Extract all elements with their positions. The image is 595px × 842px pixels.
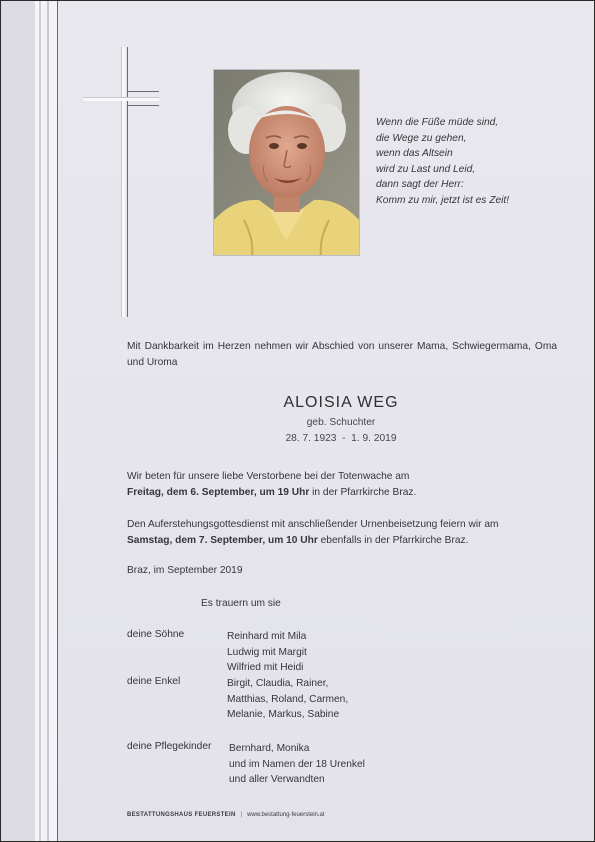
funeral-date: Samstag, dem 7. September, um 10 Uhr <box>127 534 318 546</box>
deceased-name: ALOISIA WEG <box>283 394 399 411</box>
poem-line: die Wege zu gehen, <box>376 132 467 144</box>
mourner-group-label: deine Pflegekinder <box>127 741 212 752</box>
decorative-stripes <box>1 1 59 841</box>
funeral-line: Den Auferstehungsgottesdienst mit anschließender Urnenbeisetzung feiern wir am <box>127 519 499 530</box>
funeral-location: ebenfalls in der Pfarrkirche Braz. <box>317 534 469 546</box>
wake-notice <box>127 469 567 500</box>
mourner-name: Reinhard mit Mila <box>227 631 307 642</box>
poem-line: wird zu Last und Leid, <box>376 163 476 175</box>
mourner-name: und aller Verwandten <box>229 774 325 786</box>
portrait-photo <box>213 69 360 256</box>
mourner-names <box>227 676 348 723</box>
poem-line: wenn das Altsein <box>376 148 453 160</box>
funeral-notice <box>127 517 567 548</box>
birth-name: geb. Schuchter <box>306 417 376 428</box>
intro-text: Mit Dankbarkeit im Herzen nehmen wir Abschied von unserer Mama, Schwiegermama, Oma und Uroma <box>127 341 557 368</box>
mourner-name: und im Namen der 18 Urenkel <box>229 758 365 770</box>
mourner-group-label: deine Söhne <box>127 629 185 640</box>
mourner-name: Matthias, Roland, Carmen, <box>227 693 349 705</box>
poem-line: Wenn die Füße müde sind, <box>376 117 499 128</box>
mourner-name: Melanie, Markus, Sabine <box>227 709 340 721</box>
wake-date: Freitag, dem 6. September, um 19 Uhr <box>127 486 310 498</box>
mourner-names <box>227 629 307 676</box>
mourner-name: Bernhard, Monika <box>229 743 310 754</box>
footer <box>127 812 325 818</box>
mourner-name: Ludwig mit Margit <box>227 646 307 658</box>
place-date: Braz, im September 2019 <box>127 565 243 576</box>
funeral-home-url[interactable]: www.bestattung-feuerstein.at <box>247 812 325 818</box>
mourners-heading: Es trauern um sie <box>201 598 281 609</box>
mourner-name: Wilfried mit Heidi <box>227 662 304 674</box>
mourner-name: Birgit, Claudia, Rainer, <box>227 678 329 689</box>
poem-line: Komm zu mir, jetzt ist es Zeit! <box>376 194 510 206</box>
footer-separator: | <box>240 812 243 818</box>
poem <box>376 115 576 209</box>
wake-line: Wir beten für unsere liebe Verstorbene bei der Totenwache am <box>127 471 410 482</box>
wake-location: in der Pfarrkirche Braz. <box>309 486 417 498</box>
mourner-names <box>229 741 365 788</box>
funeral-home-name: BESTATTUNGSHAUS FEUERSTEIN <box>127 812 236 818</box>
life-dates: 28. 7. 1923 - 1. 9. 2019 <box>285 433 397 444</box>
poem-line: dann sagt der Herr: <box>376 179 464 191</box>
mourner-group-label: deine Enkel <box>127 676 181 687</box>
